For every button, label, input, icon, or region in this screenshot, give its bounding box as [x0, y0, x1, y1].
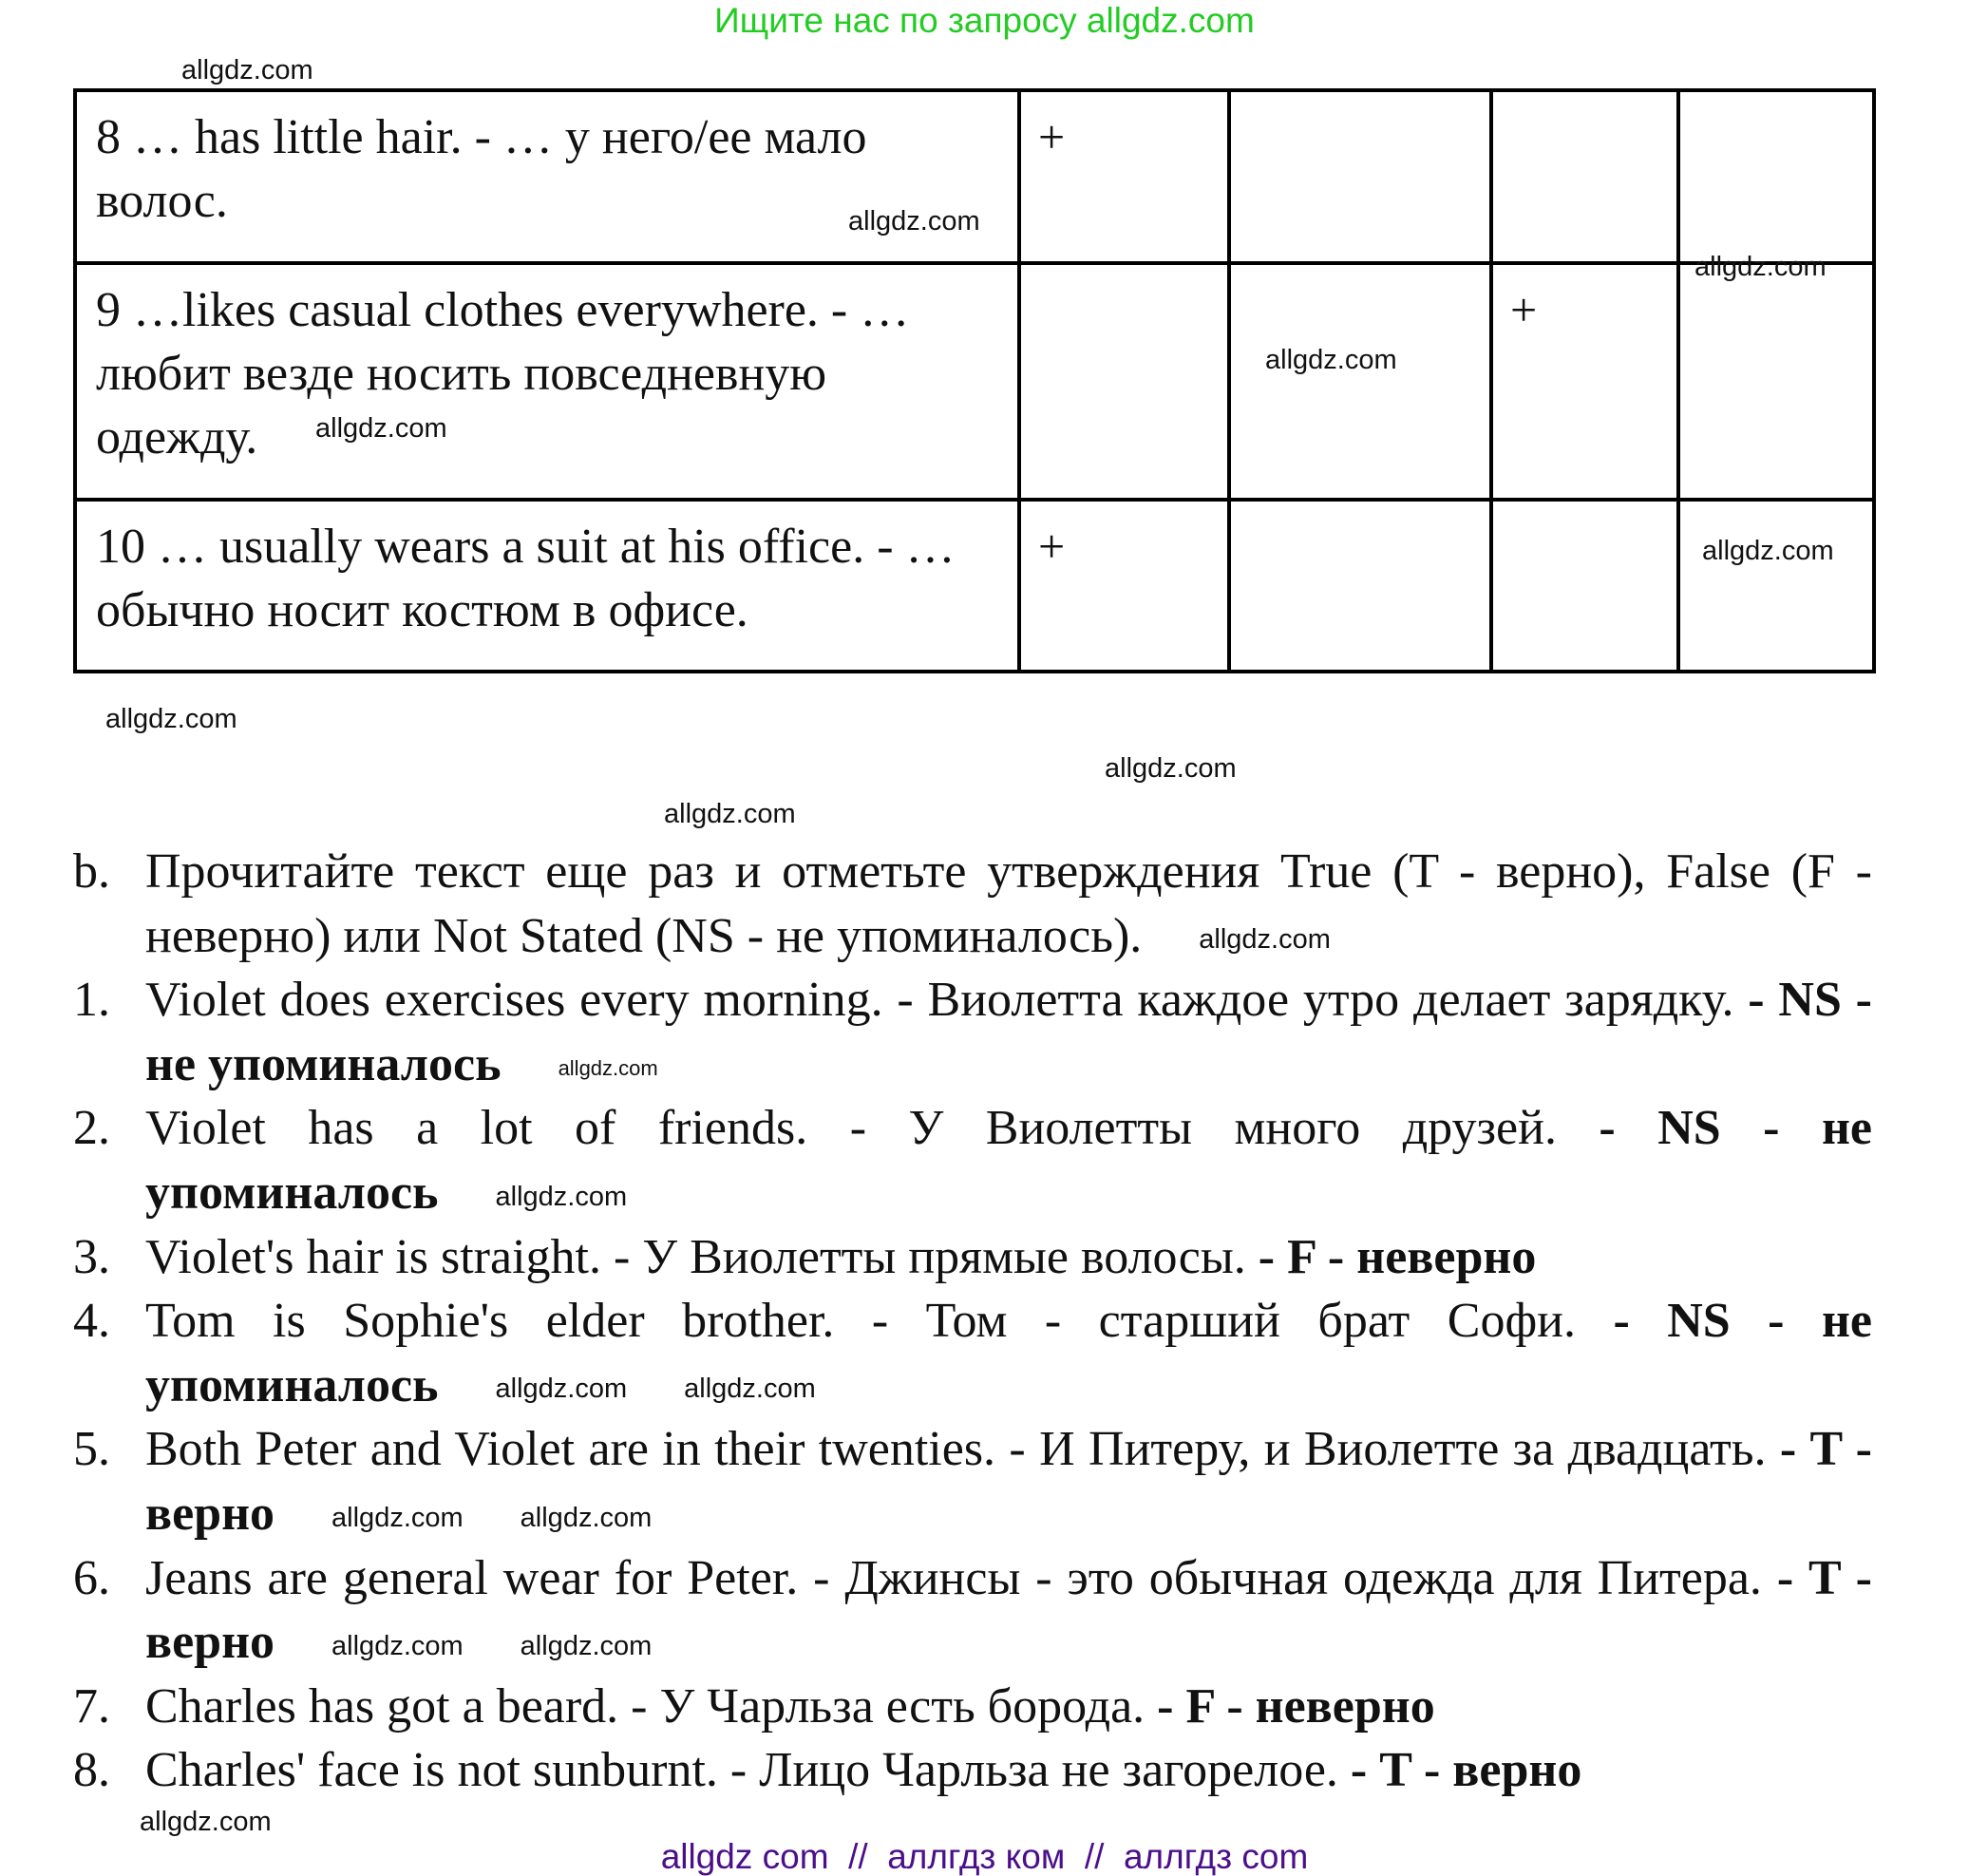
mark-cell — [1019, 263, 1229, 500]
mark-cell: + — [1019, 90, 1229, 263]
watermark: allgdz.com — [331, 1502, 464, 1533]
statement: Both Peter and Violet are in their twenties. - И Питеру, и Виолетте за двадцать. — [145, 1422, 1767, 1477]
statement: Charles' face is not sunburnt. - Лицо Чарльза не загорелое. — [145, 1743, 1338, 1798]
task-instruction — [73, 840, 1872, 968]
answer: - F - неверно — [1145, 1678, 1435, 1734]
mark-cell — [1229, 90, 1491, 263]
item-text — [145, 1675, 1872, 1739]
watermark: allgdz.com — [684, 1374, 816, 1405]
watermark: allgdz.com — [105, 704, 237, 734]
answer: - T - верно — [1337, 1743, 1582, 1798]
item-number: 6. — [73, 1550, 110, 1605]
mark-cell — [1229, 263, 1491, 500]
task-text: Прочитайте текст еще раз и отметьте утверждения True (T - верно), False (F - неверно) или Not Stated (NS - не упоминалось). — [145, 844, 1872, 963]
item-number: 5. — [73, 1422, 110, 1477]
list-item — [73, 1675, 1872, 1739]
watermark: allgdz.com — [1694, 252, 1827, 282]
mark-cell — [1491, 90, 1678, 263]
watermark: allgdz.com — [331, 1630, 464, 1661]
statement-cell: 10 … usually wears a suit at his office. - … обычно носит костюм в офисе. — [75, 500, 1019, 672]
table-row — [75, 263, 1874, 500]
watermark: allgdz.com — [520, 1502, 653, 1533]
statement: Violet has a lot of friends. - У Виолетты много друзей. — [145, 1101, 1557, 1156]
item-number: 8. — [73, 1743, 110, 1798]
statement: Violet's hair is straight. - У Виолетты прямые волосы. — [145, 1229, 1246, 1284]
answer: - NS - не упоминалось — [145, 1294, 1872, 1412]
mark-cell — [1678, 90, 1874, 263]
item-text — [145, 1738, 1872, 1803]
list-item — [73, 968, 1872, 1096]
item-text — [145, 1546, 1872, 1675]
exercise-list — [73, 840, 1872, 1803]
search-banner: Ищите нас по запросу allgdz.com — [714, 1, 1255, 40]
watermark: allgdz.com — [1105, 753, 1237, 784]
watermark: allgdz.com — [315, 413, 447, 444]
mark-cell — [1678, 500, 1874, 672]
answer: - NS - не упоминалось — [145, 973, 1872, 1091]
table-row — [75, 500, 1874, 672]
statement: Violet does exercises every morning. - Виолетта каждое утро делает зарядку. — [145, 973, 1734, 1028]
watermark: allgdz.com — [495, 1181, 628, 1212]
item-number: 2. — [73, 1101, 110, 1156]
item-text — [145, 1225, 1872, 1290]
list-item — [73, 1417, 1872, 1545]
mark-cell: + — [1491, 263, 1678, 500]
footer-links: allgdz com // аллгдз ком // аллгдз com — [660, 1837, 1309, 1876]
watermark: allgdz.com — [1265, 345, 1397, 375]
statement: Jeans are general wear for Peter. - Джинсы - это обычная одежда для Питера. — [145, 1550, 1762, 1605]
item-number: 3. — [73, 1229, 110, 1284]
answer: - F - неверно — [1245, 1229, 1537, 1284]
mark-cell — [1678, 263, 1874, 500]
watermark: allgdz.com — [1199, 924, 1331, 956]
watermark: allgdz.com — [140, 1807, 272, 1837]
list-item — [73, 1225, 1872, 1290]
item-text — [145, 1289, 1872, 1417]
item-number: 4. — [73, 1294, 110, 1349]
watermark: allgdz.com — [664, 799, 796, 829]
item-text — [145, 968, 1872, 1096]
mark-cell: + — [1019, 500, 1229, 672]
list-item — [73, 1289, 1872, 1417]
mark-cell — [1491, 500, 1678, 672]
answer: - T - верно — [145, 1550, 1872, 1670]
watermark: allgdz.com — [181, 55, 313, 85]
item-text — [145, 1096, 1872, 1224]
list-item — [73, 1546, 1872, 1675]
list-item — [73, 1738, 1872, 1803]
watermark: allgdz.com — [848, 206, 980, 237]
watermark: allgdz.com — [558, 1056, 658, 1081]
task-text-wrap — [145, 840, 1872, 968]
item-number: 7. — [73, 1678, 110, 1734]
watermark: allgdz.com — [520, 1630, 653, 1661]
answer-table — [73, 88, 1876, 673]
list-item — [73, 1096, 1872, 1224]
item-text — [145, 1417, 1872, 1545]
watermark: allgdz.com — [1702, 536, 1834, 566]
statement: Tom is Sophie's elder brother. - Том - старший брат Софи. — [145, 1294, 1576, 1349]
statement-cell: 9 …likes casual clothes everywhere. - … любит везде носить повседневную одежду. — [75, 263, 1019, 500]
item-number: 1. — [73, 973, 110, 1028]
task-label: b. — [73, 844, 110, 899]
answer: - T - верно — [145, 1422, 1872, 1541]
answer: - NS - не упоминалось — [145, 1101, 1872, 1220]
watermark: allgdz.com — [495, 1374, 628, 1405]
statement-cell: 8 … has little hair. - … у него/ее мало волос. — [75, 90, 1019, 263]
statement: Charles has got a beard. - У Чарльза есть борода. — [145, 1678, 1145, 1734]
mark-cell — [1229, 500, 1491, 672]
